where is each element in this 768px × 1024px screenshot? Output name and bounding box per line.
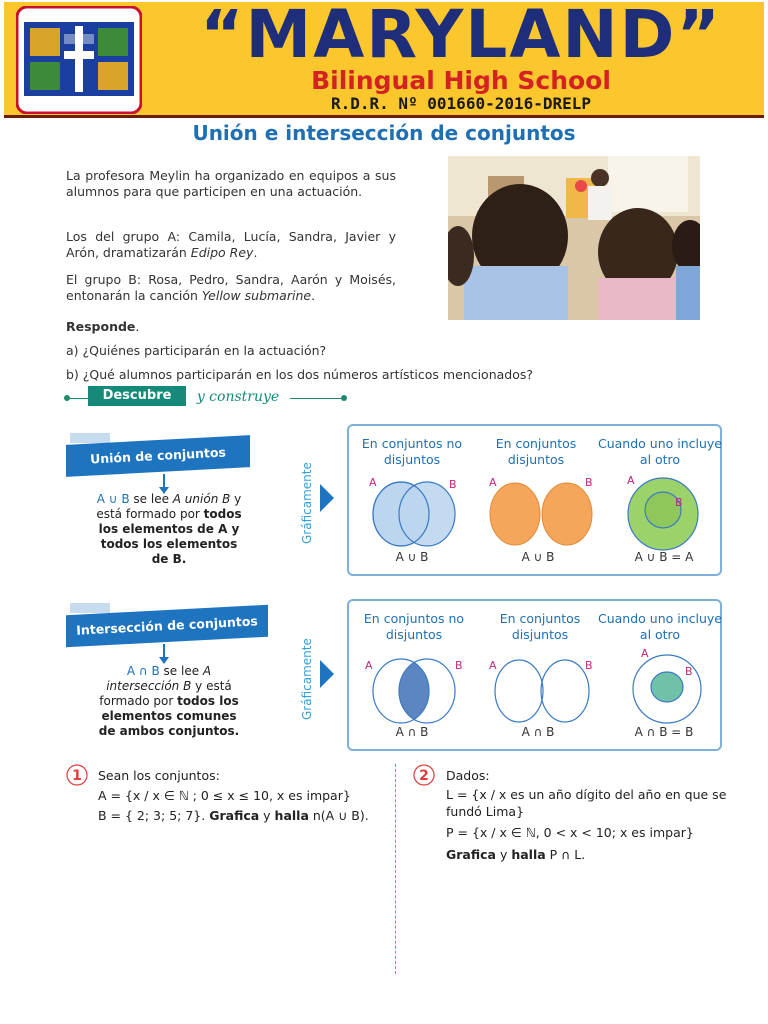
union-venn-disjoint — [485, 474, 595, 548]
union-pointer — [320, 484, 334, 512]
exercise-1-intro: Sean los conjuntos: — [98, 768, 220, 783]
intersection-pointer — [320, 660, 334, 688]
union-caption-1: A ∪ B — [395, 550, 429, 564]
page-title: Unión e intersección de conjuntos — [192, 121, 576, 145]
school-subtitle: Bilingual High School — [311, 66, 611, 95]
intersection-col-2-title: En conjuntos disjuntos — [499, 611, 581, 642]
union-vertical-label: Gráficamente — [300, 462, 314, 544]
exercise-1-line-1: A = {x / x ∈ ℕ ; 0 ≤ x ≤ 10, x es impar} — [98, 788, 351, 803]
exercise-2-line-1: L = {x / x es un año dígito del año en que se fundó Lima} — [446, 787, 727, 819]
column-divider — [395, 764, 396, 974]
svg-text:B: B — [449, 478, 457, 491]
intersection-venn-overlap — [363, 651, 463, 725]
exercise-1 — [98, 766, 388, 826]
banner-dot-left — [64, 395, 70, 401]
school-shield-logo — [16, 6, 142, 114]
union-caption-3: A ∪ B = A — [634, 550, 694, 564]
union-diagram-panel — [347, 424, 722, 576]
svg-text:A: A — [369, 476, 377, 489]
exercise-1-badge — [66, 764, 88, 786]
union-col-2-title: En conjuntos disjuntos — [495, 436, 577, 467]
banner-dot-right — [341, 395, 347, 401]
union-venn-overlap — [363, 474, 463, 548]
exercise-2-line-3: Grafica y halla P ∩ L. — [446, 847, 586, 862]
descubre-tag: Descubre — [88, 386, 186, 406]
intersection-caption-2: A ∩ B — [521, 725, 555, 739]
intersection-col-3-title: Cuando uno incluye al otro — [597, 611, 722, 642]
union-caption-2: A ∪ B — [521, 550, 555, 564]
intersection-ribbon-label: Intersección de conjuntos — [75, 613, 259, 638]
intro-paragraph-3: El grupo B: Rosa, Pedro, Sandra, Aarón y Moisés, entonarán la canción Yellow submarine. — [66, 272, 396, 303]
ribbon-flap — [70, 433, 110, 443]
svg-text:A: A — [627, 474, 635, 487]
svg-text:B: B — [585, 476, 593, 489]
svg-text:B: B — [675, 496, 683, 509]
union-arrow — [163, 474, 165, 488]
union-venn-nested — [617, 472, 713, 552]
intersection-venn-nested — [621, 645, 717, 725]
union-col-1-title: En conjuntos no disjuntos — [361, 436, 463, 467]
svg-text:2: 2 — [419, 768, 429, 784]
svg-text:B: B — [455, 659, 463, 672]
exercise-2 — [446, 766, 728, 865]
union-definition: A ∪ B se lee A unión B y está formado por todos los elementos de A y todos los elementos de B. — [96, 492, 242, 566]
union-ribbon — [66, 438, 250, 472]
exercise-2-intro: Dados: — [446, 768, 490, 783]
intersection-caption-3: A ∩ B = B — [634, 725, 694, 739]
intersection-col-1-title: En conjuntos no disjuntos — [363, 611, 465, 642]
exercise-2-badge — [413, 764, 435, 786]
school-header — [4, 2, 764, 118]
intersection-vertical-label: Gráficamente — [300, 638, 314, 720]
school-name: “MARYLAND” — [200, 0, 722, 73]
svg-text:B: B — [685, 665, 693, 678]
intersection-diagram-panel — [347, 599, 722, 751]
svg-text:A: A — [641, 647, 649, 660]
question-b: b) ¿Qué alumnos participarán en los dos números artísticos mencionados? — [66, 367, 534, 382]
exercise-1-line-2: B = { 2; 3; 5; 7}. Grafica y halla n(A ∪ B). — [98, 808, 369, 823]
responde-heading: Responde. — [66, 319, 140, 334]
question-a: a) ¿Quiénes participarán en la actuación? — [66, 343, 327, 358]
intersection-definition: A ∩ B se lee A intersección B y está formado por todos los elementos comunes de ambos conjuntos. — [98, 664, 240, 738]
construye-script: y construye — [186, 389, 290, 405]
svg-text:A: A — [489, 659, 497, 672]
svg-text:A: A — [365, 659, 373, 672]
descubre-banner — [64, 385, 354, 411]
intersection-venn-disjoint — [485, 651, 595, 725]
intersection-ribbon — [66, 608, 268, 642]
registration-number: R.D.R. Nº 001660-2016-DRELP — [330, 94, 592, 113]
ribbon-flap — [70, 603, 110, 613]
union-col-3-title: Cuando uno incluye al otro — [597, 436, 722, 467]
intersection-caption-1: A ∩ B — [395, 725, 429, 739]
intro-paragraph-1: La profesora Meylin ha organizado en equipos a sus alumnos para que participen en una actuación. — [66, 168, 396, 199]
union-ribbon-label: Unión de conjuntos — [89, 444, 227, 467]
svg-text:A: A — [489, 476, 497, 489]
svg-text:B: B — [585, 659, 593, 672]
exercise-2-line-2: P = {x / x ∈ ℕ, 0 < x < 10; x es impar} — [446, 825, 694, 840]
intersection-arrow — [163, 644, 165, 658]
intro-paragraph-2: Los del grupo A: Camila, Lucía, Sandra, Javier y Arón, dramatizarán Edipo Rey. — [66, 229, 396, 260]
classroom-photo — [448, 156, 700, 320]
svg-text:1: 1 — [72, 768, 82, 784]
